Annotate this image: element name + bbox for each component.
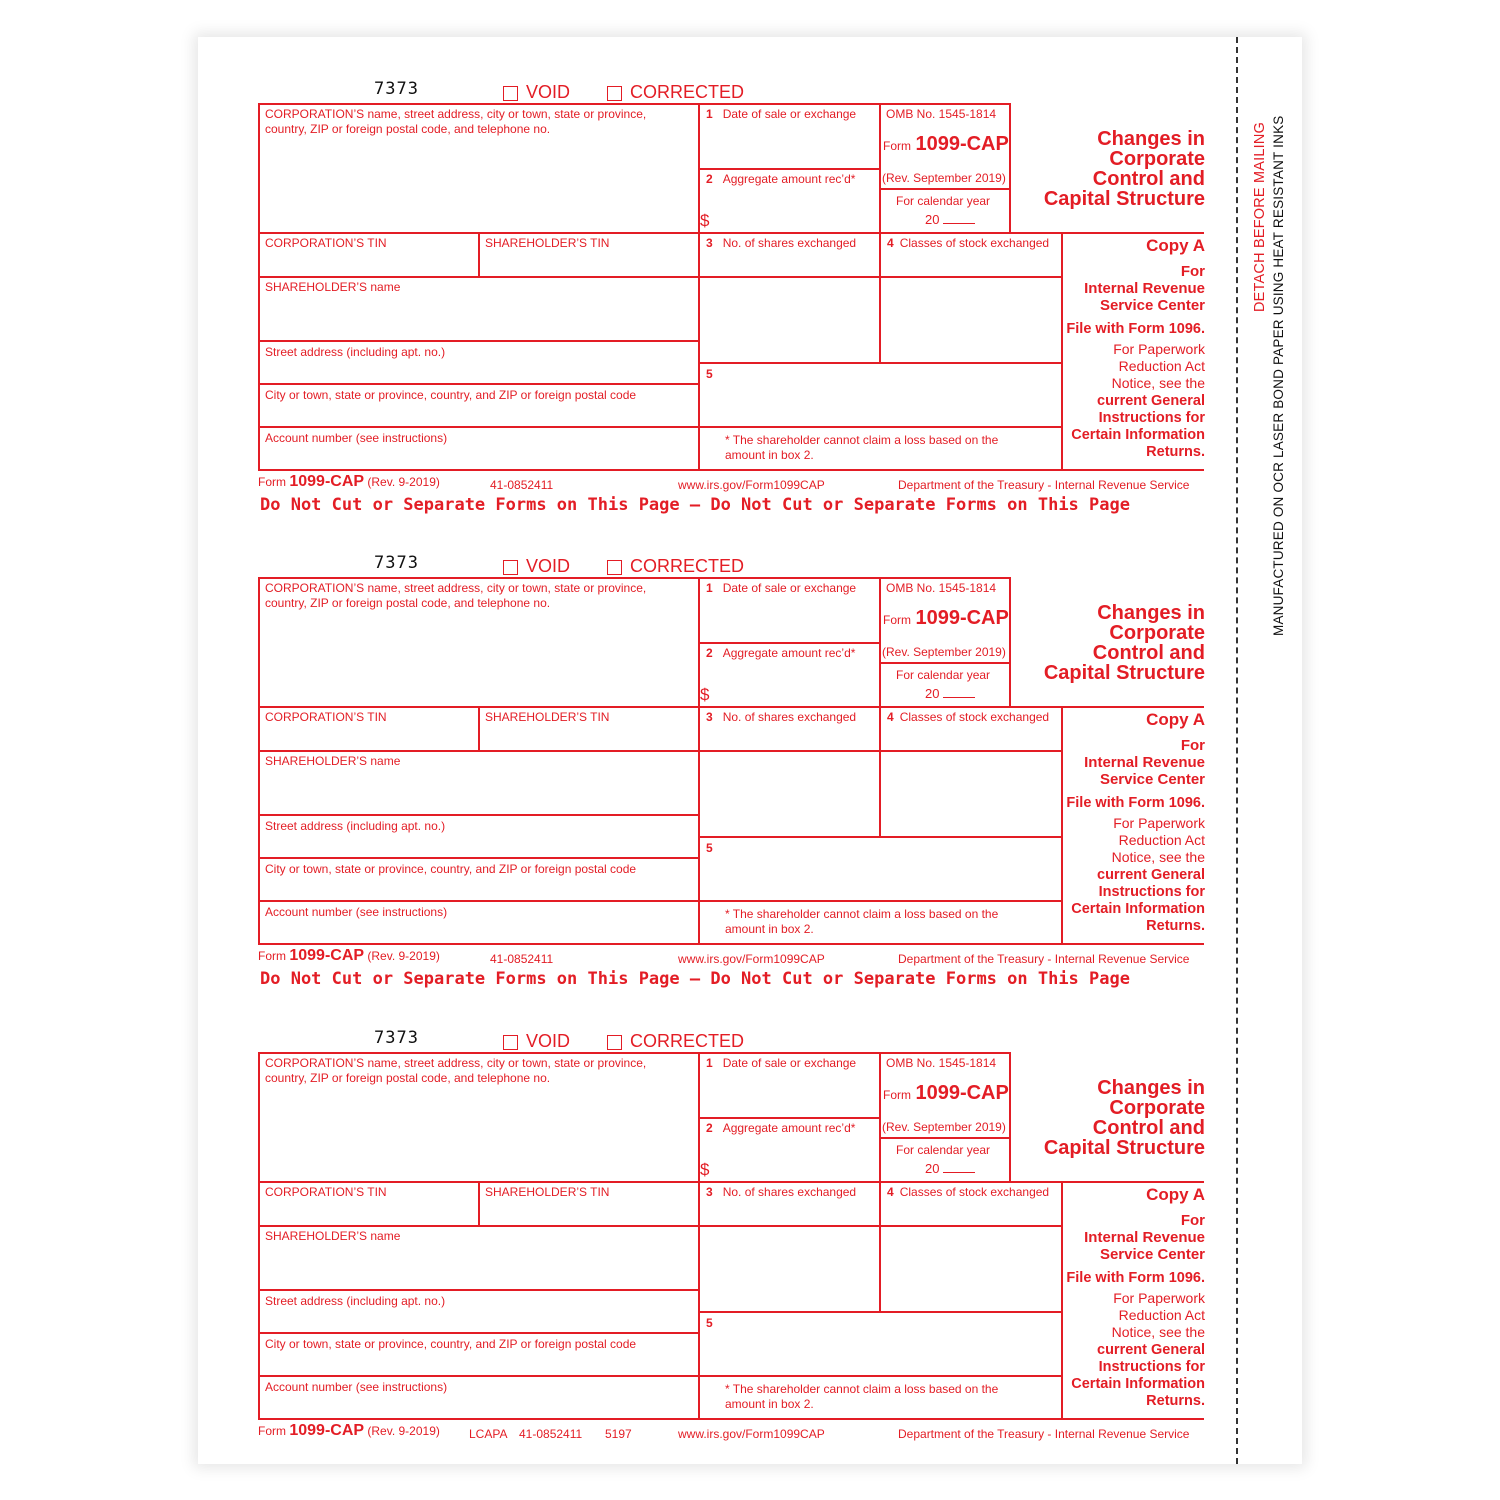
box5-label: 5 [706,367,713,381]
form-rule-line [943,685,975,698]
form-rule-line: Certain Information [1071,901,1205,917]
form-rule-line [1009,1052,1011,1183]
form-rule-line [258,1052,1011,1054]
form-rule-line: For Paperwork [1113,1290,1205,1306]
form-revision: (Rev. September 2019) [882,645,1006,659]
form-rule-line: 1099-CAP [915,1082,1009,1104]
corporation-name-label: CORPORATION’S name, street address, city or town, state or province, country, ZIP or foreign postal code, and telephone no. [265,107,647,136]
form-rule-line: Corporate [1109,622,1205,644]
form-rule-line [258,1289,700,1291]
void-label: VOID [526,1031,571,1051]
form-rule-line: Classes of stock exchanged [899,1185,1050,1199]
checkbox-box [503,560,518,575]
corrected-checkbox[interactable] [607,82,744,103]
form-rule-line: Internal Revenue [1084,1229,1205,1246]
box4-label [887,236,1049,251]
form-rule-line: 20 [925,1161,940,1176]
form-rule-line [698,362,1063,364]
corporation-name-label: CORPORATION’S name, street address, city or town, state or province, country, ZIP or foreign postal code, and telephone no. [265,581,647,610]
box2-label [706,646,855,661]
shareholder-tin-label: SHAREHOLDER’S TIN [485,236,610,250]
form-rule-line: Service Center [1099,1246,1205,1263]
box-number: 4 [887,236,894,250]
form-1099-cap-3 [0,949,1500,1441]
form-rule-line [258,232,1204,234]
corporation-name-label: CORPORATION’S name, street address, city or town, state or province, country, ZIP or foreign postal code, and telephone no. [265,1056,647,1085]
box-number: 2 [706,646,713,660]
form-rule-line [698,103,700,471]
paperwork-notice [1064,341,1205,392]
form-rule-line: No. of shares exchanged [722,236,857,250]
form-rule-line: Control and [1092,168,1205,190]
form-rule-line: Service Center [1099,771,1205,788]
box5-label: 5 [706,841,713,855]
form-rule-line [478,706,480,751]
corporation-tin-label: CORPORATION’S TIN [265,236,387,250]
form-rule-line: Notice, see the [1111,849,1205,865]
copy-a-recipient [1064,1212,1205,1263]
ocr-code: 7373 [374,79,419,99]
form-rule-line: Instructions for [1098,1359,1205,1375]
form-title [1020,603,1205,683]
do-not-cut-notice: Do Not Cut or Separate Forms on This Page — Do Not Cut or Separate Forms on This Page [260,969,1130,989]
void-label: VOID [526,82,571,102]
city-label: City or town, state or province, country, and ZIP or foreign postal code [265,862,637,876]
dollar-sign: $ [700,685,710,704]
footer-department: Department of the Treasury - Internal Revenue Service [898,952,1190,966]
checkbox-box [607,560,622,575]
box-number: 3 [706,710,713,724]
form-id [883,1082,1009,1105]
calendar-year-label: For calendar year [896,668,991,682]
dollar-sign: $ [700,211,710,230]
file-with-1096: File with Form 1096. [1066,795,1205,811]
general-instructions [1064,393,1205,461]
form-rule-line [258,1225,1063,1227]
box-number: 2 [706,1121,713,1135]
form-rule-line: Service Center [1099,297,1205,314]
form-rule-line: Date of sale or exchange [722,1056,857,1070]
footer-code: 41-0852411 [490,478,554,492]
box3-label [706,236,856,251]
box-number: 4 [887,710,894,724]
form-rule-line [258,900,1063,902]
city-label: City or town, state or province, country, and ZIP or foreign postal code [265,1337,637,1351]
form-rule-line [478,1181,480,1226]
form-rule-line: Aggregate amount rec’d* [722,172,856,186]
form-revision: (Rev. September 2019) [882,171,1006,185]
form-rule-line: Date of sale or exchange [722,581,857,595]
form-rule-line [478,232,480,277]
form-rule-line [258,857,700,859]
shareholder-tin-label: SHAREHOLDER’S TIN [485,710,610,724]
shareholder-name-label: SHAREHOLDER’S name [265,754,401,768]
form-rule-line: Date of sale or exchange [722,107,857,121]
box1-label [706,1056,856,1071]
form-rule-line [879,188,1011,190]
box4-label [887,710,1049,725]
corrected-label: CORRECTED [630,82,745,102]
box2-footnote: * The shareholder cannot claim a loss based on the amount in box 2. [725,1382,999,1411]
shareholder-name-label: SHAREHOLDER’S name [265,1229,401,1243]
form-rule-line: Changes in [1097,1077,1205,1099]
corporation-tin-label: CORPORATION’S TIN [265,710,387,724]
footer-code: 41-0852411 [490,952,554,966]
form-rule-line: For [1180,263,1205,280]
form-rule-line: Control and [1092,642,1205,664]
corporation-tin-label: CORPORATION’S TIN [265,1185,387,1199]
form-rule-line [698,577,700,945]
paperwork-notice [1064,815,1205,866]
form-rule-line [879,1137,1011,1139]
form-rule-line: Aggregate amount rec’d* [722,1121,856,1135]
form-rule-line [258,706,1204,708]
form-rule-line [879,662,1011,664]
form-rule-line: Reduction Act [1118,1307,1205,1323]
form-rule-line [698,168,881,170]
form-rule-line [258,577,260,945]
corrected-checkbox[interactable] [607,556,744,577]
box-number: 2 [706,172,713,186]
form-rule-line: For Paperwork [1113,341,1205,357]
corrected-checkbox[interactable] [607,1031,744,1052]
checkbox-box [503,1035,518,1050]
form-rule-line: No. of shares exchanged [722,1185,857,1199]
form-rule-line [1061,706,1063,945]
form-rule-line: Changes in [1097,602,1205,624]
form-rule-line: For [1180,1212,1205,1229]
form-rule-line: Form [883,1088,911,1102]
street-address-label: Street address (including apt. no.) [265,345,446,359]
form-1099-cap-2 [0,474,1500,989]
copy-a-recipient [1064,737,1205,788]
void-label: VOID [526,556,571,576]
box2-label [706,172,855,187]
ocr-code: 7373 [374,1028,419,1048]
box-number: 4 [887,1185,894,1199]
corrected-label: CORRECTED [630,1031,745,1051]
form-rule-line [1009,103,1011,234]
general-instructions [1064,867,1205,935]
form-rule-line [258,1375,1063,1377]
footer-lcapa: LCAPA [469,1427,508,1441]
paperwork-notice [1064,1290,1205,1341]
copy-a-recipient [1064,263,1205,314]
form-rule-line: Internal Revenue [1084,754,1205,771]
form-title [1020,129,1205,209]
footer-form-id [258,1422,440,1440]
form-rule-line: Capital Structure [1043,188,1205,210]
file-with-1096: File with Form 1096. [1066,1270,1205,1286]
form-title [1020,1078,1205,1158]
form-rule-line: Returns. [1146,444,1205,460]
city-label: City or town, state or province, country, and ZIP or foreign postal code [265,388,637,402]
shareholder-name-label: SHAREHOLDER’S name [265,280,401,294]
form-rule-line: Capital Structure [1043,1137,1205,1159]
form-rule-line: For Paperwork [1113,815,1205,831]
box-number: 3 [706,236,713,250]
box-number: 1 [706,107,713,121]
form-rule-line [943,211,975,224]
form-rule-line: 1099-CAP [915,607,1009,629]
form-rule-line: Form [258,1424,286,1438]
copy-a-label: Copy A [1146,710,1205,729]
omb-number: OMB No. 1545-1814 [886,1056,997,1070]
form-rule-line: Reduction Act [1118,832,1205,848]
general-instructions [1064,1342,1205,1410]
form-rule-line: Form [258,949,286,963]
form-rule-line [258,1181,1204,1183]
file-with-1096: File with Form 1096. [1066,321,1205,337]
footer-department: Department of the Treasury - Internal Revenue Service [898,478,1190,492]
omb-number: OMB No. 1545-1814 [886,581,997,595]
form-rule-line [258,276,1063,278]
form-rule-line [1061,232,1063,471]
form-rule-line: (Rev. 9-2019) [367,949,440,963]
copy-a-label: Copy A [1146,236,1205,255]
form-rule-line [258,1052,260,1420]
form-rule-line [258,814,700,816]
form-rule-line [1061,1181,1063,1420]
box-number: 1 [706,581,713,595]
form-rule-line: No. of shares exchanged [722,710,857,724]
street-address-label: Street address (including apt. no.) [265,819,446,833]
year-field[interactable] [925,211,975,227]
form-rule-line: 20 [925,212,940,227]
checkbox-box [607,1035,622,1050]
calendar-year-label: For calendar year [896,1143,991,1157]
form-rule-line: 1099-CAP [289,1422,365,1439]
account-number-label: Account number (see instructions) [265,431,448,445]
do-not-cut-notice: Do Not Cut or Separate Forms on This Page — Do Not Cut or Separate Forms on This Page [260,495,1130,515]
form-rule-line: Classes of stock exchanged [899,710,1050,724]
detach-notice: DETACH BEFORE MAILING [1252,121,1268,312]
void-checkbox[interactable] [503,1031,570,1052]
form-rule-line: Classes of stock exchanged [899,236,1050,250]
form-revision: (Rev. September 2019) [882,1120,1006,1134]
box2-footnote: * The shareholder cannot claim a loss based on the amount in box 2. [725,907,999,936]
form-rule-line [258,426,1063,428]
paper-notice: MANUFACTURED ON OCR LASER BOND PAPER USING HEAT RESISTANT INKS [1271,115,1286,636]
form-rule-line: Returns. [1146,918,1205,934]
form-rule-line: current General [1097,1342,1205,1358]
void-checkbox[interactable] [503,82,570,103]
shareholder-tin-label: SHAREHOLDER’S TIN [485,1185,610,1199]
form-rule-line: Control and [1092,1117,1205,1139]
copy-a-label: Copy A [1146,1185,1205,1204]
form-rule-line: Form [258,475,286,489]
form-rule-line: Notice, see the [1111,1324,1205,1340]
form-rule-line [698,1052,700,1420]
form-rule-line: (Rev. 9-2019) [367,1424,440,1438]
account-number-label: Account number (see instructions) [265,1380,448,1394]
form-id [883,607,1009,630]
box3-label [706,1185,856,1200]
form-rule-line: Internal Revenue [1084,280,1205,297]
form-rule-line: Reduction Act [1118,358,1205,374]
box1-label [706,107,856,122]
box2-footnote: * The shareholder cannot claim a loss based on the amount in box 2. [725,433,999,462]
year-field[interactable] [925,1160,975,1176]
form-rule-line: Form [883,613,911,627]
form-id [883,133,1009,156]
form-rule-line [1009,577,1011,708]
account-number-label: Account number (see instructions) [265,905,448,919]
form-rule-line: current General [1097,867,1205,883]
footer-code: 41-0852411 [519,1427,583,1441]
void-checkbox[interactable] [503,556,570,577]
form-rule-line: Instructions for [1098,410,1205,426]
box2-label [706,1121,855,1136]
street-address-label: Street address (including apt. no.) [265,1294,446,1308]
form-rule-line: (Rev. 9-2019) [367,475,440,489]
footer-code2: 5197 [605,1427,632,1441]
footer-url: www.irs.gov/Form1099CAP [678,478,825,492]
form-rule-line: Form [883,139,911,153]
form-rule-line: Capital Structure [1043,662,1205,684]
form-rule-line [258,1332,700,1334]
box-number: 3 [706,1185,713,1199]
form-rule-line [698,1117,881,1119]
form-rule-line: 1099-CAP [289,947,365,964]
year-field[interactable] [925,685,975,701]
form-rule-line: Corporate [1109,148,1205,170]
form-rule-line: current General [1097,393,1205,409]
dollar-sign: $ [700,1160,710,1179]
form-rule-line: 1099-CAP [289,473,365,490]
form-rule-line: Certain Information [1071,427,1205,443]
box3-label [706,710,856,725]
form-rule-line [258,103,1011,105]
form-rule-line [943,1160,975,1173]
ocr-code: 7373 [374,553,419,573]
form-rule-line: Notice, see the [1111,375,1205,391]
footer-url: www.irs.gov/Form1099CAP [678,952,825,966]
form-rule-line: Aggregate amount rec’d* [722,646,856,660]
form-rule-line: Instructions for [1098,884,1205,900]
footer-department: Department of the Treasury - Internal Revenue Service [898,1427,1190,1441]
form-rule-line: 20 [925,686,940,701]
box5-label: 5 [706,1316,713,1330]
form-rule-line: 1099-CAP [915,133,1009,155]
form-rule-line [698,836,1063,838]
box1-label [706,581,856,596]
checkbox-box [607,86,622,101]
form-rule-line [698,642,881,644]
box4-label [887,1185,1049,1200]
box-number: 1 [706,1056,713,1070]
form-rule-line [258,750,1063,752]
form-rule-line: Certain Information [1071,1376,1205,1392]
corrected-label: CORRECTED [630,556,745,576]
calendar-year-label: For calendar year [896,194,991,208]
form-rule-line [258,103,260,471]
footer-url: www.irs.gov/Form1099CAP [678,1427,825,1441]
form-rule-line [258,383,700,385]
form-1099-cap-1 [0,0,1500,515]
form-rule-line [258,340,700,342]
form-rule-line: Corporate [1109,1097,1205,1119]
form-rule-line [698,1311,1063,1313]
form-rule-line: For [1180,737,1205,754]
omb-number: OMB No. 1545-1814 [886,107,997,121]
form-rule-line: Returns. [1146,1393,1205,1409]
checkbox-box [503,86,518,101]
form-rule-line: Changes in [1097,128,1205,150]
form-rule-line [258,577,1011,579]
